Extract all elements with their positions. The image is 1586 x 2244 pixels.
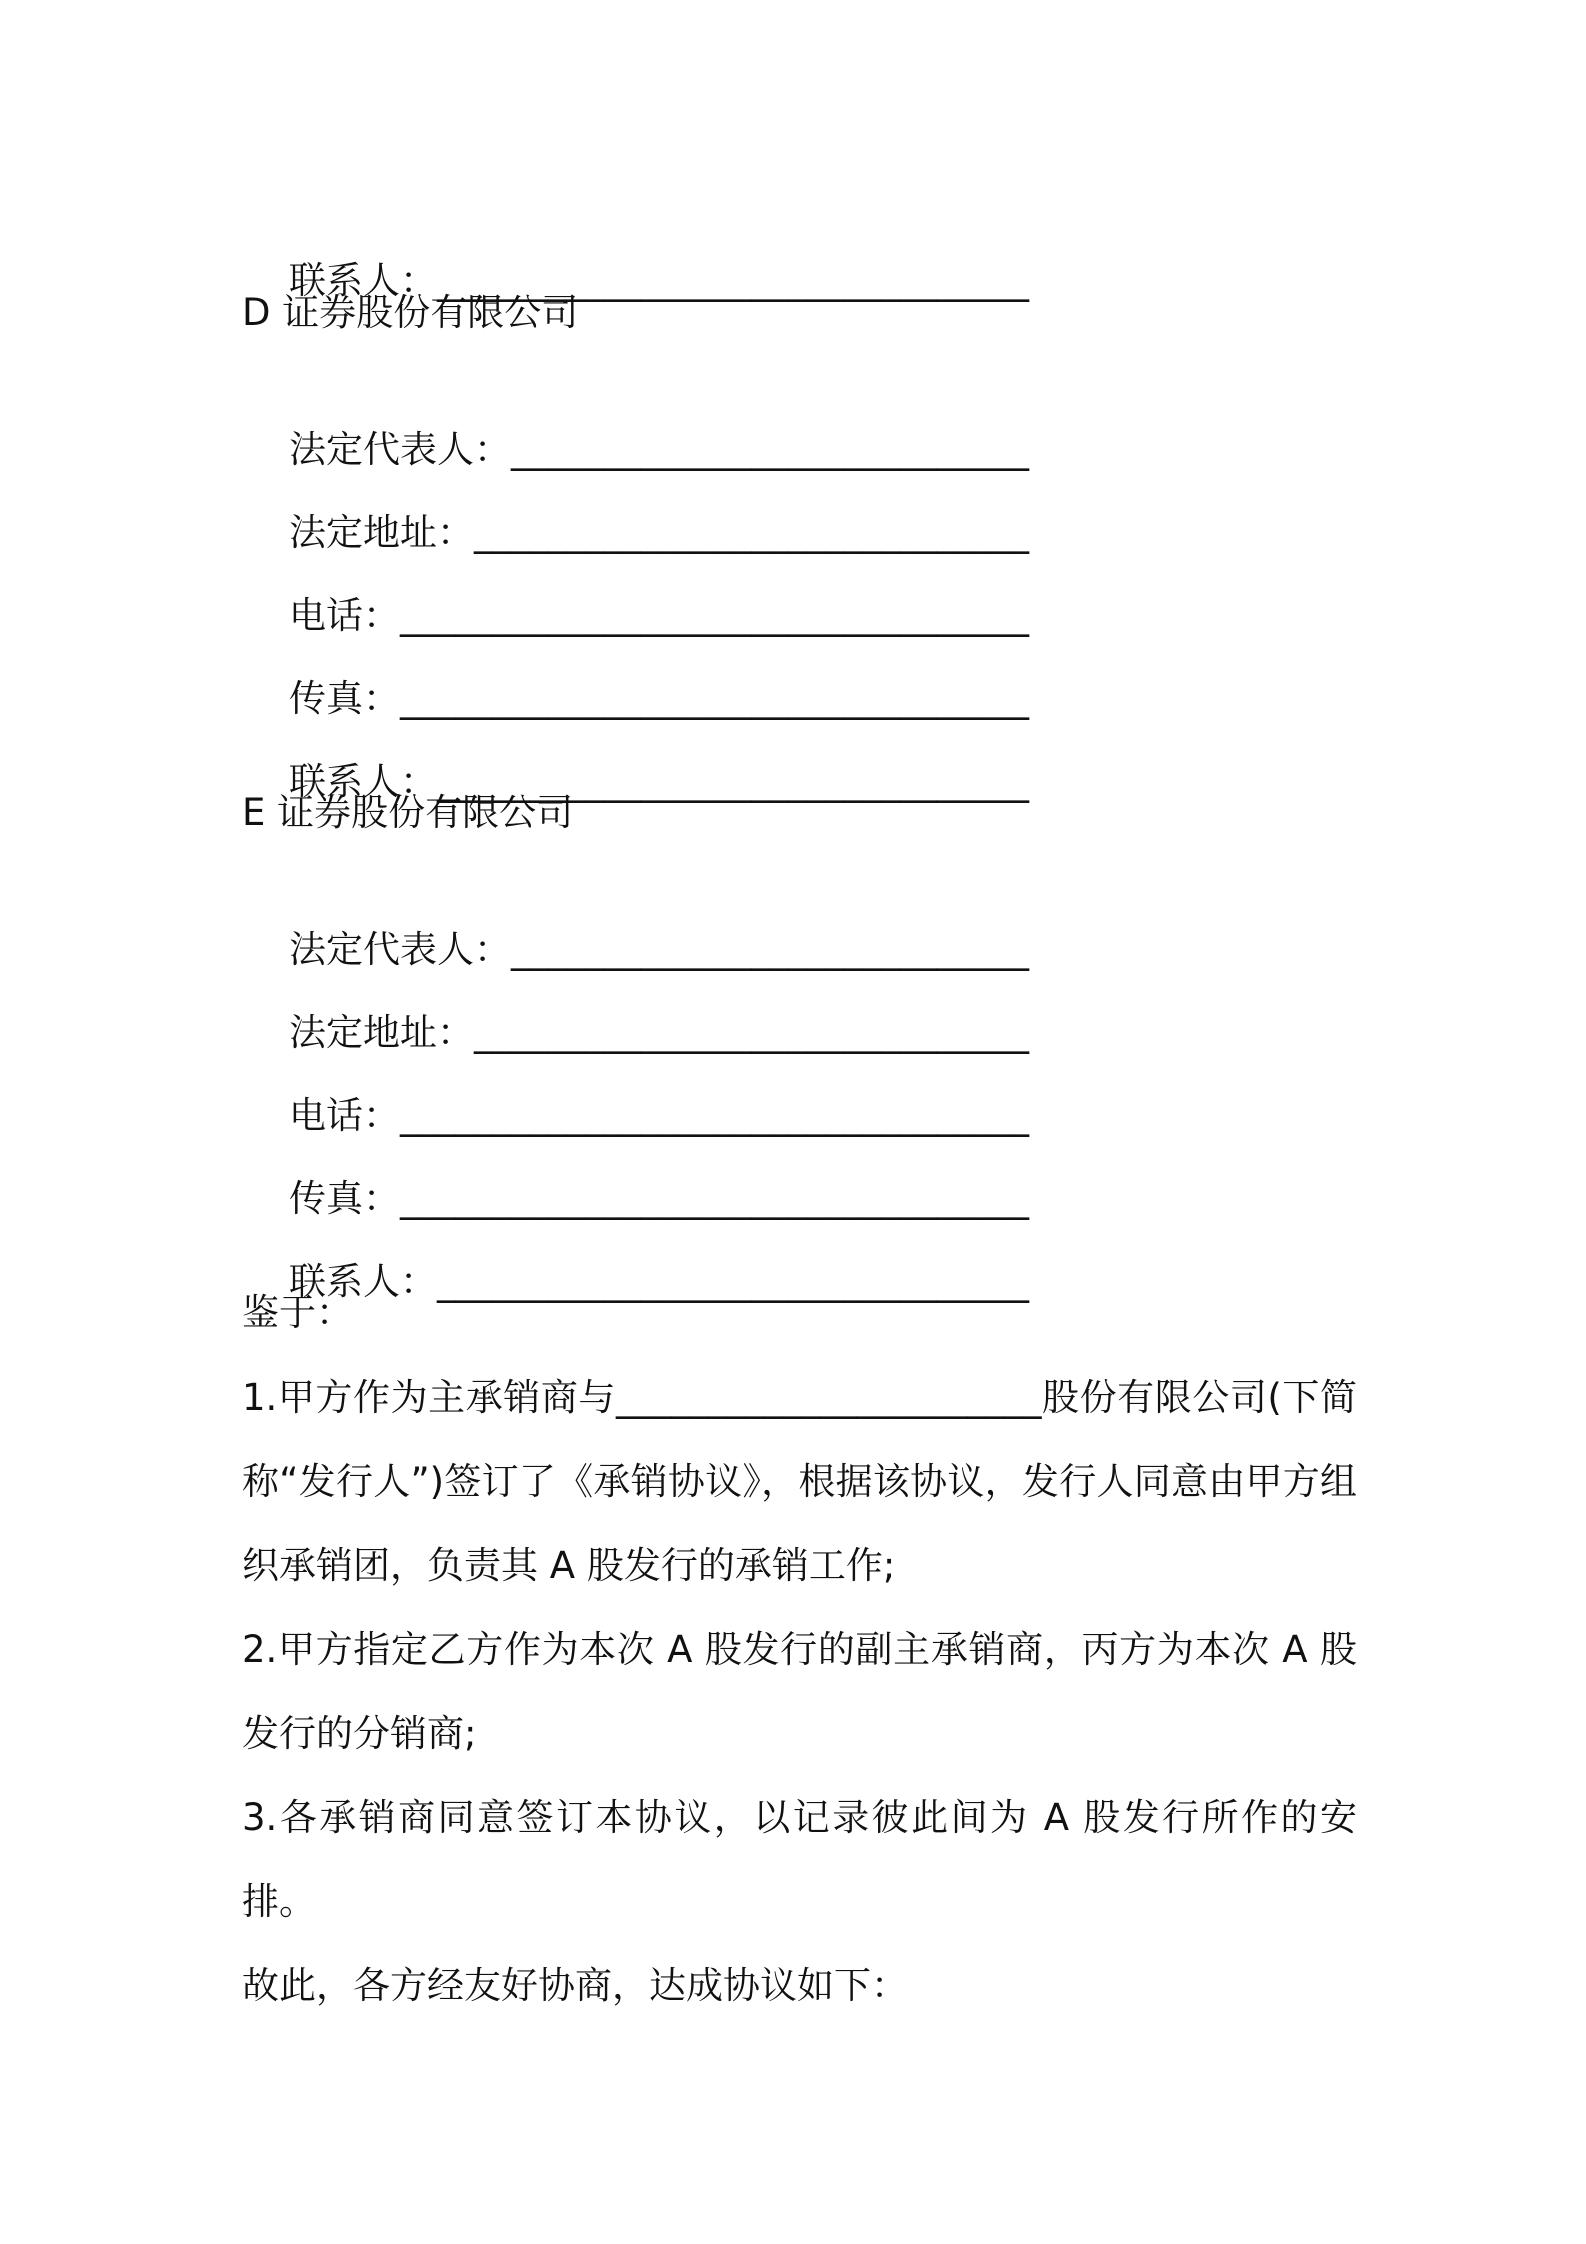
recitals-heading: 鉴于： (242, 1291, 353, 1334)
rep-blank: ____________________________ (511, 928, 1030, 971)
contact-blank: ________________________________ (437, 259, 1030, 302)
address-label: 法定地址： (289, 511, 475, 554)
company-d-name: D 证券股份有限公司 (242, 291, 579, 334)
contact-label: 联系人： (289, 1260, 438, 1303)
phone-blank: __________________________________ (400, 1094, 1030, 1137)
address-blank: ______________________________ (474, 511, 1030, 554)
contact-label: 联系人： (289, 760, 438, 803)
fax-label: 传真： (289, 1177, 401, 1220)
phone-blank: __________________________________ (400, 594, 1030, 637)
fax-label: 传真： (289, 677, 401, 720)
rep-label: 法定代表人： (289, 928, 512, 971)
rep-blank: ____________________________ (511, 428, 1030, 471)
fax-blank: __________________________________ (400, 1177, 1030, 1220)
contact-blank: ________________________________ (437, 760, 1030, 803)
contact-label: 联系人： (289, 259, 438, 302)
recital-item-3: 3.各承销商同意签订本协议，以记录彼此间为 A 股发行所作的安排。 (242, 1796, 1357, 1923)
company-e-contact-line (242, 1207, 1029, 1357)
contact-blank: ________________________________ (437, 1260, 1030, 1303)
recitals-conclusion: 故此，各方经友好协商，达成协议如下： (242, 1964, 908, 2007)
phone-label: 电话： (289, 1094, 401, 1137)
address-label: 法定地址： (289, 1011, 475, 1054)
recital-item-2: 2.甲方指定乙方作为本次 A 股发行的副主承销商，丙方为本次 A 股发行的分销商; (242, 1628, 1357, 1755)
phone-label: 电话： (289, 594, 401, 637)
company-e-name: E 证券股份有限公司 (242, 791, 574, 834)
recital-item-1: 1.甲方作为主承销商与_______________________股份有限公司(下简称“发行人”)签订了《承销协议》，根据该协议，发行人同意由甲方组织承销团，负责其 A 股发行的承销工作; (242, 1376, 1357, 1587)
address-blank: ______________________________ (474, 1011, 1030, 1054)
fax-blank: __________________________________ (400, 677, 1030, 720)
rep-label: 法定代表人： (289, 428, 512, 471)
